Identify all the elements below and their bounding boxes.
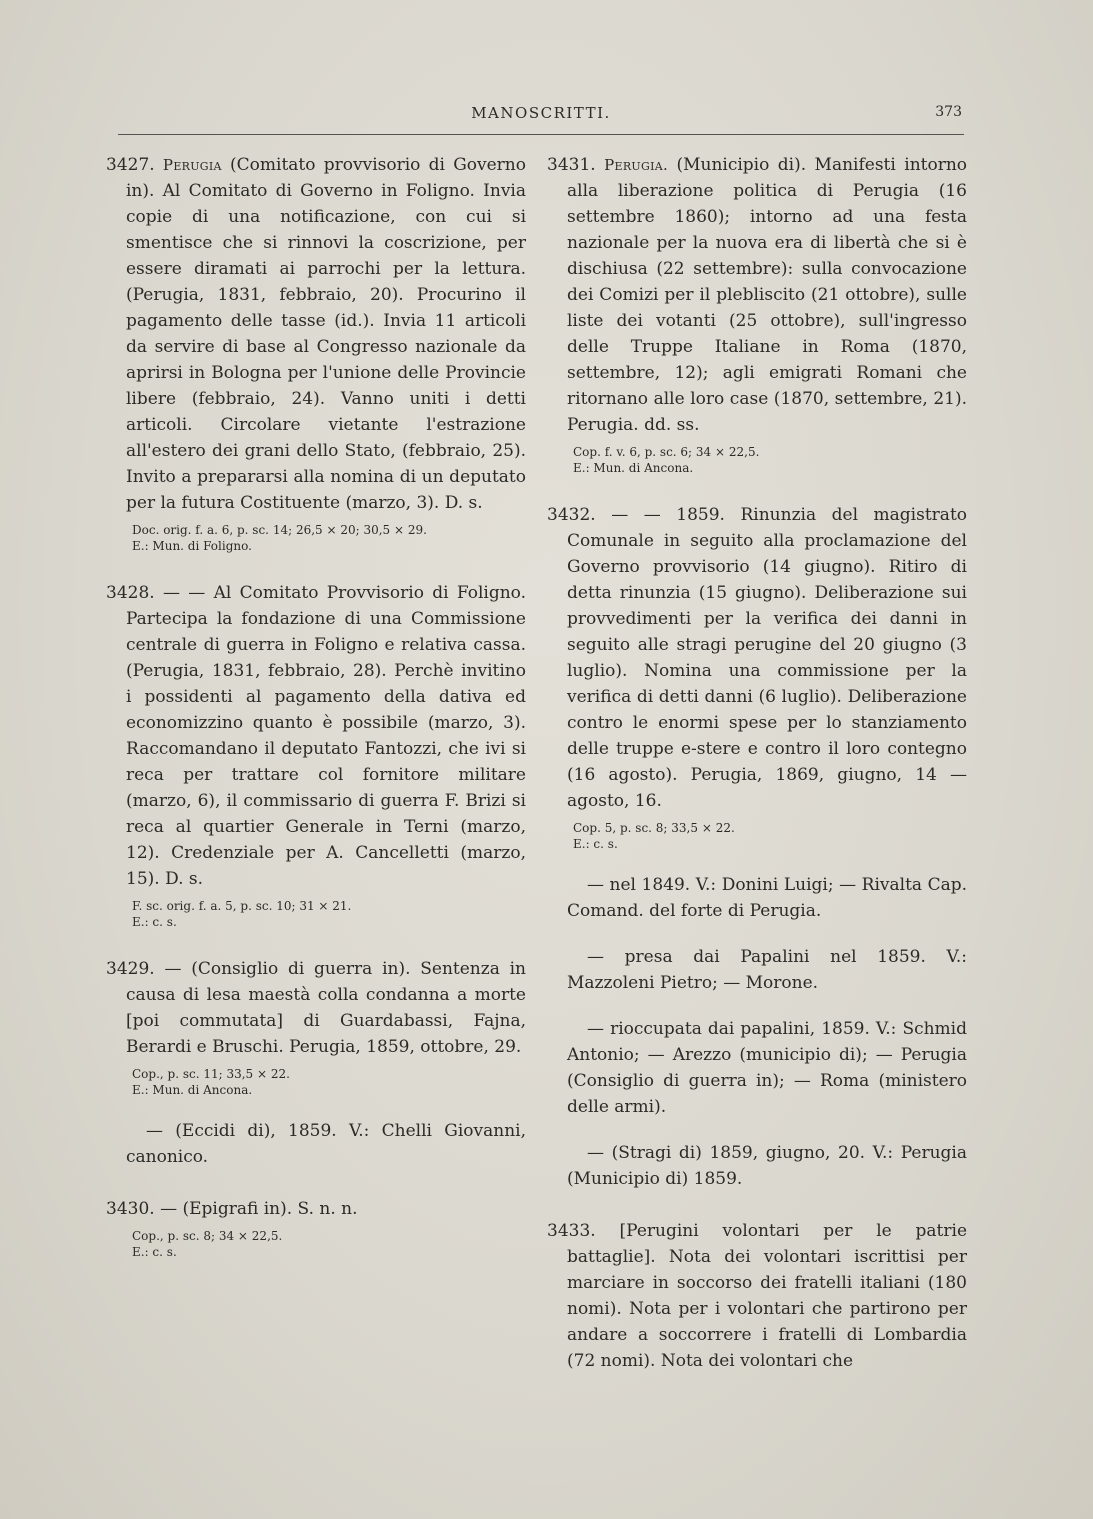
cross-reference: — presa dai Papalini nel 1859. V.: Mazzoleni Pietro; — Morone. [567,947,967,993]
entry-number: 3428. [106,583,155,603]
note-line: Doc. orig. f. a. 6, p. sc. 14; 26,5 × 20; 30,5 × 29. [132,523,427,537]
entry-note [132,522,526,554]
spacer [547,852,967,872]
entry-note [573,444,967,476]
page-number: 373 [935,104,962,120]
entry-number: 3427. [106,155,155,175]
entry-number: 3431. [547,155,596,175]
entry-text [106,1196,526,1222]
cross-reference: — nel 1849. V.: Donini Luigi; — Rivalta Cap. Comand. del forte di Perugia. [567,875,967,921]
entry-3431 [547,152,967,476]
note-line: E.: c. s. [132,915,177,929]
note-line: Cop., p. sc. 11; 33,5 × 22. [132,1067,290,1081]
header-rule [118,134,964,135]
right-column [547,152,967,1374]
spacer [106,554,526,580]
entry-body: — (Epigrafi in). S. n. n. [160,1199,358,1219]
running-head [120,104,962,128]
entry-note [132,1228,526,1260]
note-line: Cop., p. sc. 8; 34 × 22,5. [132,1229,283,1243]
spacer [547,1192,967,1218]
note-line: Cop. f. v. 6, p. sc. 6; 34 × 22,5. [573,445,760,459]
entry-body: — — Al Comitato Provvisorio di Foligno. Partecipa la fondazione di una Commissione centrale di guerra in Foligno e relativa cassa. (Perugia, 1831, febbraio, 28). Perchè invitino i possidenti al pagamento della dativa ed economizzino quanto è possibile (marzo, 3). Raccomandano il deputato Fantozzi, che ivi si reca per trattare col fornitore militare (marzo, 6), il commissario di guerra F. Brizi si reca al quartier Generale in Terni (marzo, 12). Credenziale per A. Cancelletti (marzo, 15). D. s. [126,583,527,889]
note-line: E.: Mun. di Ancona. [573,461,694,475]
entry-text [547,502,967,814]
entry-number: 3433. [547,1221,596,1241]
entry-text [106,152,526,516]
entry-text [547,152,967,438]
left-column [106,152,526,1260]
entry-note [132,898,526,930]
running-title: MANOSCRITTI. [471,104,611,122]
spacer [547,924,967,944]
entry-note [132,1066,526,1098]
spacer [547,1120,967,1140]
entry-3432 [547,502,967,1192]
note-line: E.: Mun. di Foligno. [132,539,252,553]
entry-text [547,1218,967,1374]
entry-heading: Perugia [162,156,222,174]
entry-3429 [106,956,526,1170]
entry-text [106,580,526,892]
entry-text [106,956,526,1060]
entry-3428 [106,580,526,930]
entry-3427 [106,152,526,554]
entry-heading: Perugia. [604,156,669,174]
entry-body: (Municipio di). Manifesti intorno alla liberazione politica di Perugia (16 settembre 1860); intorno ad una festa nazionale per la nuova era di libertà che si è dischiusa (22 settembre): sulla convocazione dei Comizi per il plebliscito (21 ottobre), sulle liste dei votanti (25 ottobre), sull'ingresso delle Truppe Italiane in Roma (1870, settembre, 12); agli emigrati Romani che ritornano alle loro case (1870, settembre, 21). Perugia. dd. ss. [567,155,968,435]
note-line: Cop. 5, p. sc. 8; 33,5 × 22. [573,821,735,835]
spacer [547,996,967,1016]
cross-reference: — rioccupata dai papalini, 1859. V.: Schmid Antonio; — Arezzo (municipio di); — Perugia (Consiglio di guerra in); — Roma (ministero delle armi). [567,1019,967,1117]
spacer [547,476,967,502]
note-line: E.: c. s. [573,837,618,851]
entry-body: — (Consiglio di guerra in). Sentenza in causa di lesa maestà colla condanna a morte [poi commutata] di Guardabassi, Fajna, Berardi e Bruschi. Perugia, 1859, ottobre, 29. [126,959,526,1057]
entry-note [573,820,967,852]
entry-3433 [547,1218,967,1374]
entry-number: 3430. [106,1199,155,1219]
note-line: E.: Mun. di Ancona. [132,1083,253,1097]
entry-body: [Perugini volontari per le patrie battaglie]. Nota dei volontari iscrittisi per marciare in soccorso dei fratelli italiani (180 nomi). Nota per i volontari che partirono per andare a soccorrere i fratelli di Lombardia (72 nomi). Nota dei volontari che [567,1221,968,1371]
spacer [106,1170,526,1196]
cross-reference: — (Stragi di) 1859, giugno, 20. V.: Perugia (Municipio di) 1859. [567,1143,967,1189]
note-line: E.: c. s. [132,1245,177,1259]
entry-body: — — 1859. Rinunzia del magistrato Comunale in seguito alla proclamazione del Governo provvisorio (14 giugno). Ritiro di detta rinunzia (15 giugno). Deliberazione sui provvedimenti per la verifica dei danni in seguito alle stragi perugine del 20 giugno (3 luglio). Nomina una commissione per la verifica di detti danni (6 luglio). Deliberazione contro le enormi spese per lo stanziamento delle truppe e-stere e contro il loro contegno (16 agosto). Perugia, 1869, giugno, 14 — agosto, 16. [567,505,968,811]
entry-3430 [106,1196,526,1260]
cross-reference: — (Eccidi di), 1859. V.: Chelli Giovanni, canonico. [126,1121,526,1167]
spacer [106,930,526,956]
note-line: F. sc. orig. f. a. 5, p. sc. 10; 31 × 21. [132,899,352,913]
spacer [106,1098,526,1118]
entry-number: 3429. [106,959,155,979]
entry-number: 3432. [547,505,596,525]
entry-body: (Comitato provvisorio di Governo in). Al Comitato di Governo in Foligno. Invia copie di una notificazione, con cui si smentisce che si rinnovi la coscrizione, per essere diramati ai parrochi per la lettura. (Perugia, 1831, febbraio, 20). Procurino il pagamento delle tasse (id.). Invia 11 articoli da servire di base al Congresso nazionale da aprirsi in Bologna per l'unione delle Provincie libere (febbraio, 24). Vanno uniti i detti articoli. Circolare vietante l'estrazione all'estero dei grani dello Stato, (febbraio, 25). Invito a prepararsi alla nomina di un deputato per la futura Costituente (marzo, 3). D. s. [126,155,526,513]
